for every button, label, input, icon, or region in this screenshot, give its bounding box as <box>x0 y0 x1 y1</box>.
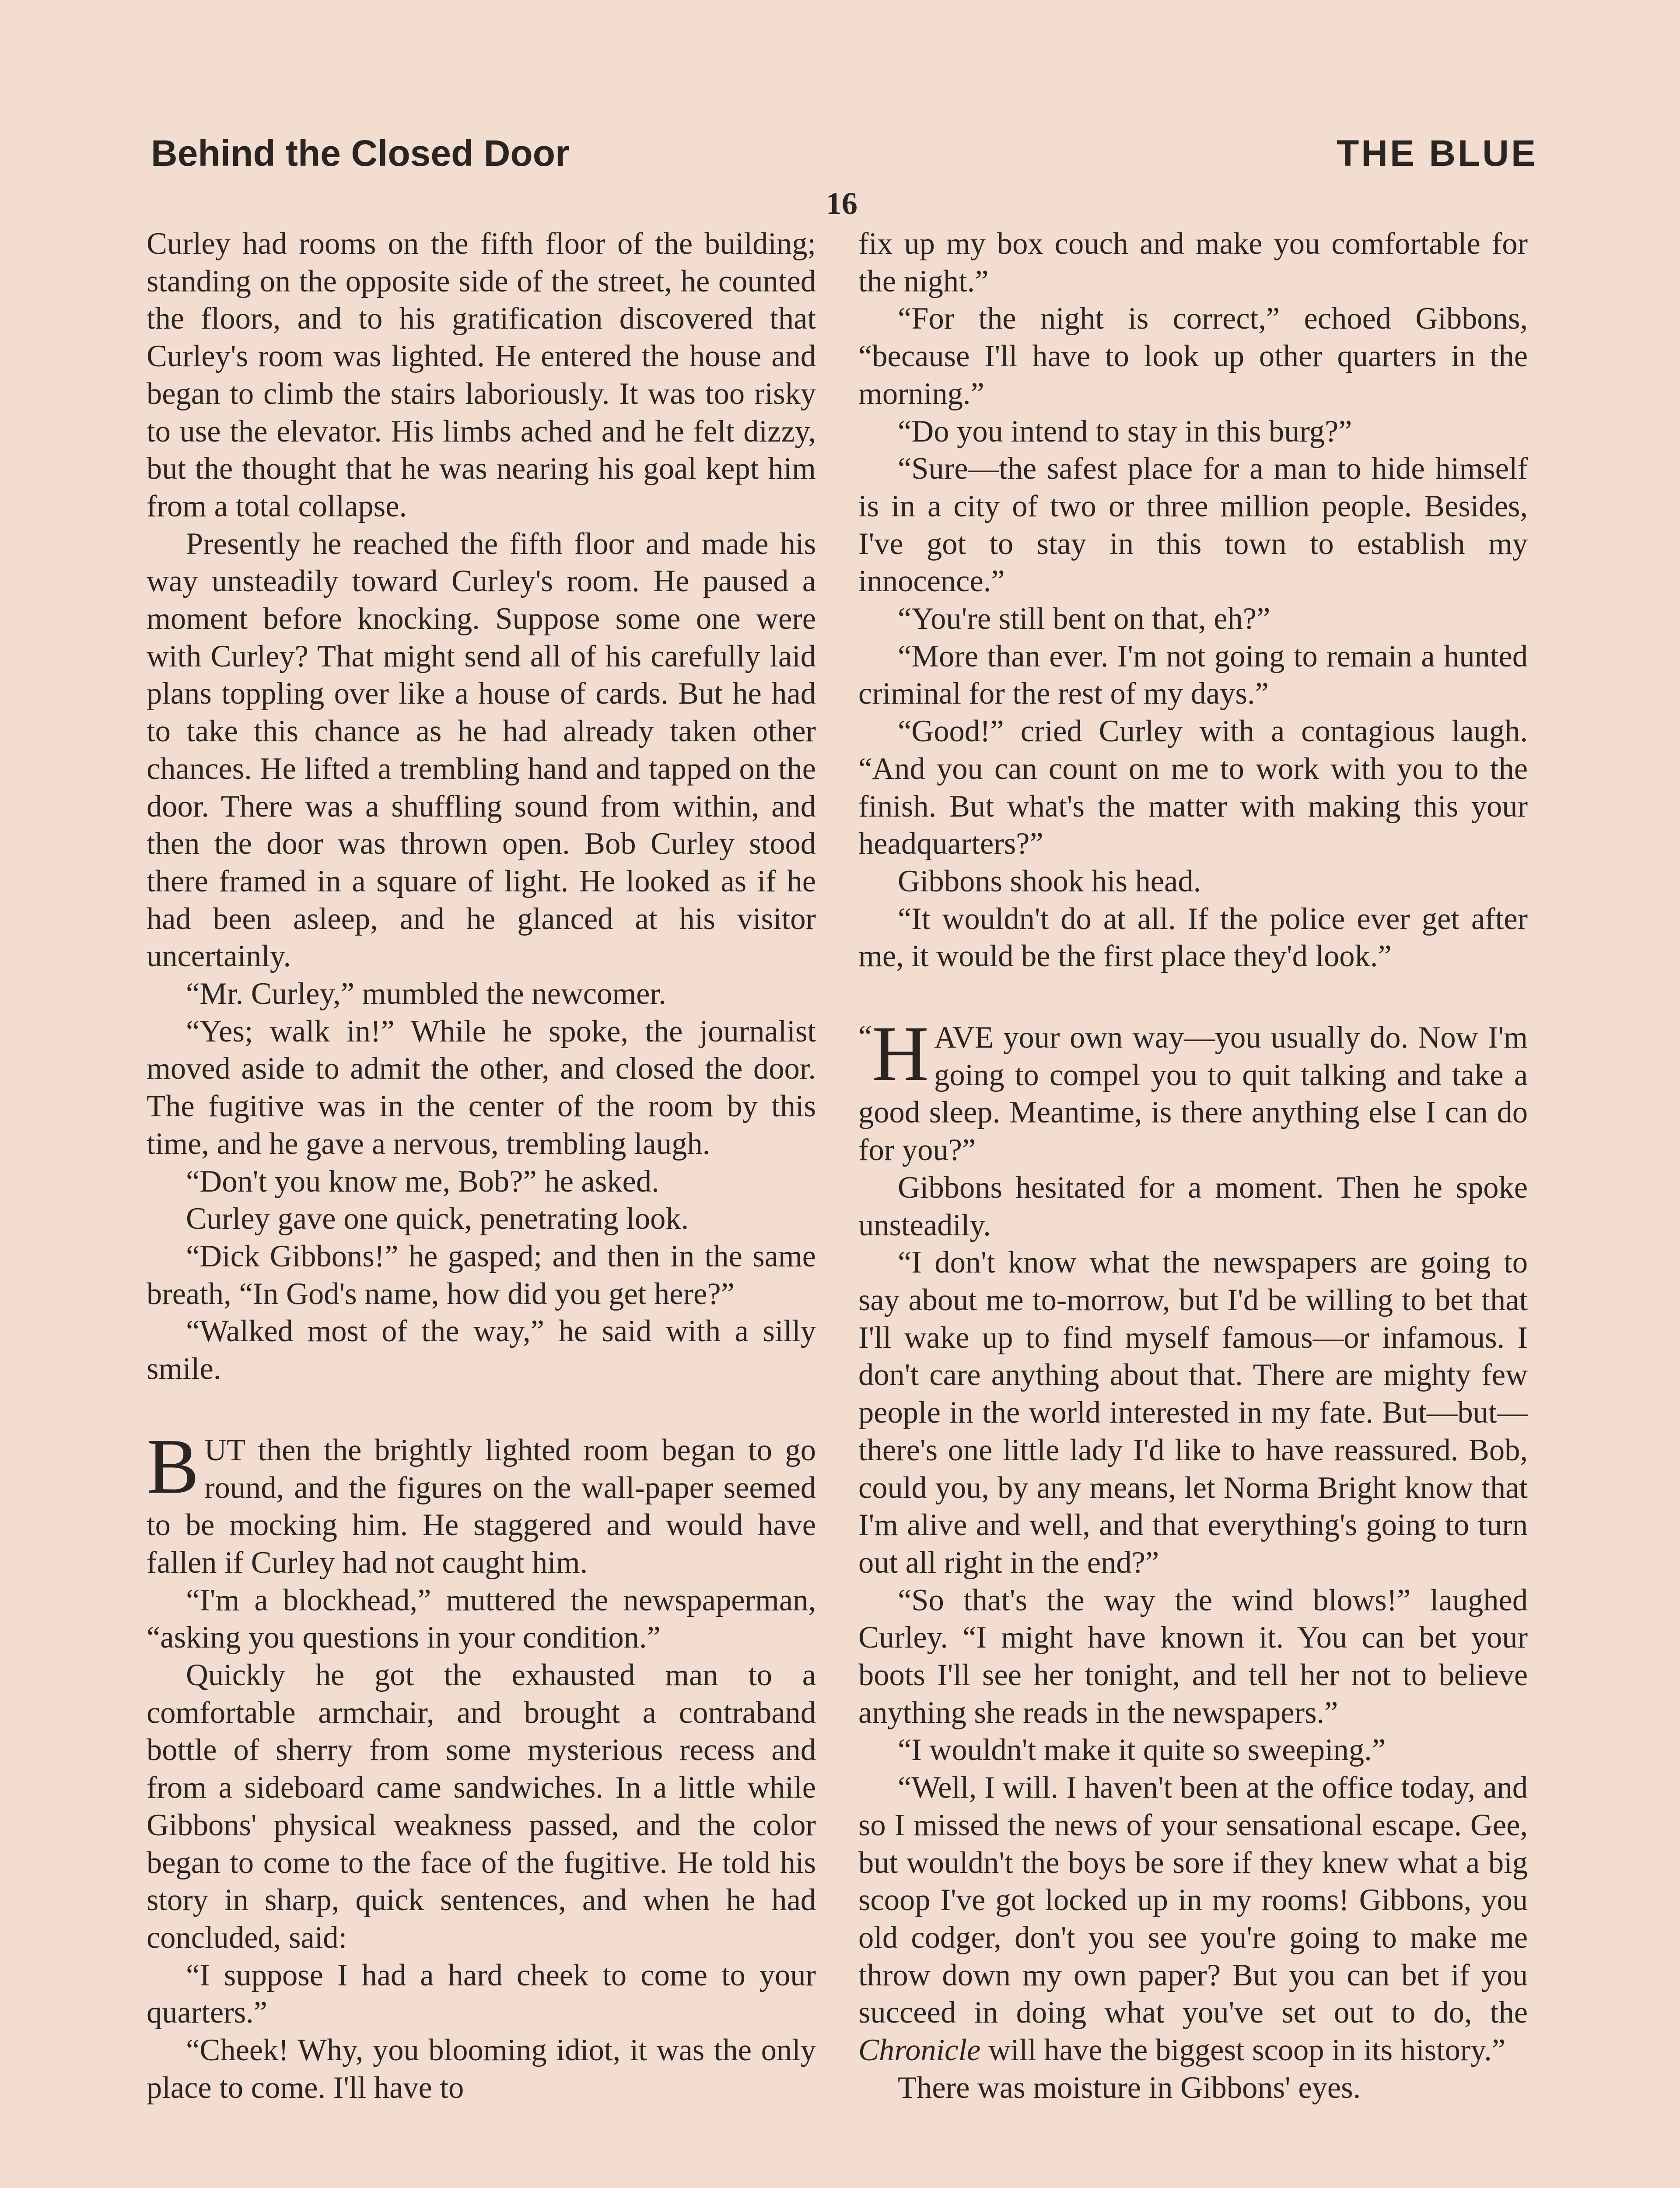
paragraph: There was moisture in Gibbons' eyes. <box>898 2070 1361 2105</box>
drop-cap-paragraph <box>147 1422 816 1582</box>
paragraph: “Do you intend to stay in this burg?” <box>898 414 1352 449</box>
page-number: 16 <box>826 186 858 221</box>
paragraph: “Walked most of the way,” he said with a silly smile. <box>147 1314 816 1386</box>
drop-cap-text: AVE your own way—you usually do. Now I'm going to compel you to quit talking and take a good sleep. Meantime, is there anything else I can do for you?” <box>858 1020 1528 1168</box>
drop-cap-text: UT then the brightly lighted room began to go round, and the figures on the wall-paper seemed to be mocking him. He staggered and would have fallen if Curley had not caught him. <box>147 1433 816 1580</box>
paragraph <box>858 1769 1528 2069</box>
paragraph: “Yes; walk in!” While he spoke, the journalist moved aside to admit the other, and closed the door. The fugitive was in the center of the room by this time, and he gave a nervous, trembling laugh. <box>147 1014 816 1161</box>
paragraph: “More than ever. I'm not going to remain a hunted criminal for the rest of my days.” <box>858 639 1528 711</box>
paragraph: Curley had rooms on the fifth floor of the building; standing on the opposite side of the street, he counted the floors, and to his gratification discovered that Curley's room was lighted. He entered the house and began to climb the stairs laboriously. It was too risky to use the elevator. His limbs ached and he felt dizzy, but the thought that he was nearing his goal kept him from a total collapse. <box>147 227 816 523</box>
paragraph: “Mr. Curley,” mumbled the newcomer. <box>186 977 666 1011</box>
paragraph: “I wouldn't make it quite so sweeping.” <box>898 1733 1386 1767</box>
drop-cap: B <box>147 1422 200 1510</box>
paragraph: Quickly he got the exhausted man to a comfortable armchair, and brought a contraband bottle of sherry from some mysterious recess and from a sideboard came sandwiches. In a little while Gibbons' physical weakness passed, and the color began to come to the face of the fugitive. He told his story in sharp, quick sentences, and when he had concluded, said: <box>147 1658 816 1955</box>
newspaper-name: Chronicle <box>858 2033 981 2068</box>
paragraph: Curley gave one quick, penetrating look. <box>186 1202 689 1236</box>
magazine-name: THE BLUE <box>1337 133 1538 174</box>
paragraph-text: will have the biggest scoop in its history.” <box>980 2033 1505 2068</box>
paragraph: fix up my box couch and make you comfortable for the night.” <box>858 227 1528 298</box>
drop-cap: H <box>872 1010 929 1098</box>
paragraph: “Dick Gibbons!” he gasped; and then in the same breath, “In God's name, how did you get here?” <box>147 1239 816 1311</box>
paragraph: “For the night is correct,” echoed Gibbons, “because I'll have to look up other quarters in the morning.” <box>858 302 1528 411</box>
paragraph: “I suppose I had a hard cheek to come to your quarters.” <box>147 1958 816 2030</box>
paragraph: Gibbons shook his head. <box>898 864 1201 898</box>
opening-quote: “ <box>858 1020 872 1054</box>
paragraph: “Good!” cried Curley with a contagious laugh. “And you can count on me to work with you to the finish. But what's the matter with making this your headquarters?” <box>858 714 1528 861</box>
paragraph: Gibbons hesitated for a moment. Then he spoke unsteadily. <box>858 1170 1528 1242</box>
paragraph: “So that's the way the wind blows!” laughed Curley. “I might have known it. You can bet your boots I'll see her tonight, and tell her not to believe anything she reads in the newspapers.” <box>858 1583 1528 1730</box>
paragraph: “I don't know what the newspapers are going to say about me to-morrow, but I'd be willing to bet that I'll wake up to find myself famous—or infamous. I don't care anything about that. There are mighty few people in the world interested in my fate. But—but—there's one little lady I'd like to have reassured. Bob, could you, by any means, let Norma Bright know that I'm alive and well, and that everything's going to turn out all right in the end?” <box>858 1245 1528 1580</box>
paragraph: “I'm a blockhead,” muttered the newspaperman, “asking you questions in your condition.” <box>147 1583 816 1655</box>
paragraph: “Cheek! Why, you blooming idiot, it was the only place to come. I'll have to <box>147 2033 816 2105</box>
right-column <box>858 225 1528 2107</box>
paragraph: “Sure—the safest place for a man to hide himself is in a city of two or three million people. Besides, I've got to stay in this town to establish my innocence.” <box>858 452 1528 599</box>
paragraph: “It wouldn't do at all. If the police ever get after me, it would be the first place they'd look.” <box>858 901 1528 974</box>
paragraph: “You're still bent on that, eh?” <box>898 602 1270 636</box>
left-column <box>147 225 816 2107</box>
paragraph: Presently he reached the fifth floor and made his way unsteadily toward Curley's room. He paused a moment before knocking. Suppose some one were with Curley? That might send all of his carefully laid plans toppling over like a house of cards. But he had to take this chance as he had already taken other chances. He lifted a trembling hand and tapped on the door. There was a shuffling sound from within, and then the door was thrown open. Bob Curley stood there framed in a square of light. He looked as if he had been asleep, and he glanced at his visitor uncertainly. <box>147 526 816 974</box>
drop-cap-paragraph <box>858 1010 1528 1169</box>
paragraph-text: “Well, I will. I haven't been at the office today, and so I missed the news of your sensational escape. Gee, but wouldn't the boys be sore if they knew what a big scoop I've got locked up in my rooms! Gibbons, you old codger, don't you see you're going to make me throw down my own paper? But you can bet if you succeed in doing what you've set out to do, the <box>858 1771 1528 2030</box>
paragraph: “Don't you know me, Bob?” he asked. <box>186 1164 659 1199</box>
story-title: Behind the Closed Door <box>151 133 570 174</box>
